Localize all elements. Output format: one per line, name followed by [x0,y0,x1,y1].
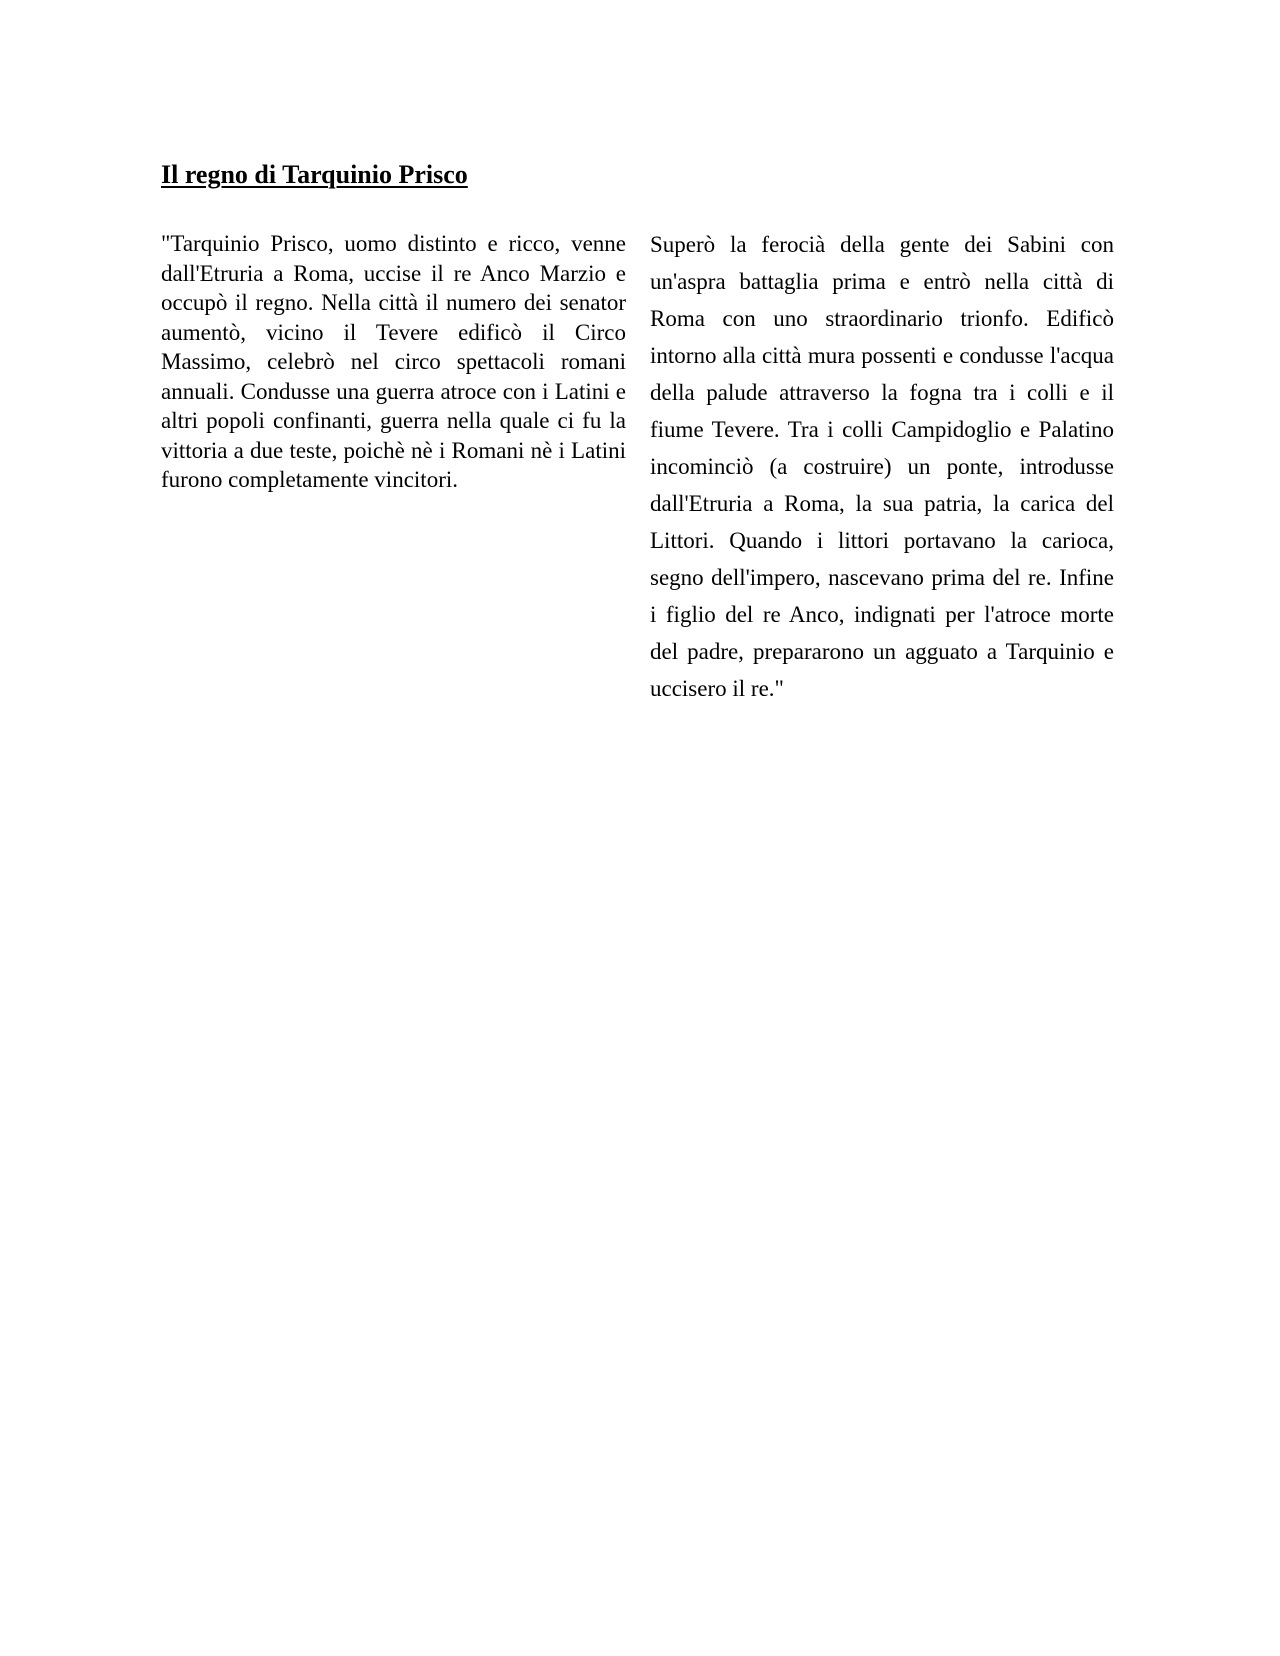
right-column-paragraph: Superò la ferocià della gente dei Sabini con un'aspra battaglia prima e entrò nella città di Roma con uno straordinario trionfo. Edificò intorno alla città mura possenti e condusse l'acqua della palude attraverso la fogna tra i colli e il fiume Tevere. Tra i colli Campidoglio e Palatino incominciò (a costruire) un ponte, introdusse dall'Etruria a Roma, la sua patria, la carica del Littori. Quando i littori portavano la carioca, segno dell'impero, nascevano prima del re. Infine i figlio del re Anco, indignati per l'atroce morte del padre, prepararono un agguato a Tarquinio e uccisero il re." [650,232,1114,701]
left-column-paragraph: "Tarquinio Prisco, uomo distinto e ricco, venne dall'Etruria a Roma, uccise il re Anco Marzio e occupò il regno. Nella città il numero dei senator aumentò, vicino il Tevere edificò il Circo Massimo, celebrò nel circo spettacoli romani annuali. Condusse una guerra atroce con i Latini e altri popoli confinanti, guerra nella quale ci fu la vittoria a due teste, poichè nè i Romani nè i Latini furono completamente vincitori. [161,231,626,492]
document-title: Il regno di Tarquinio Prisco [161,160,468,189]
